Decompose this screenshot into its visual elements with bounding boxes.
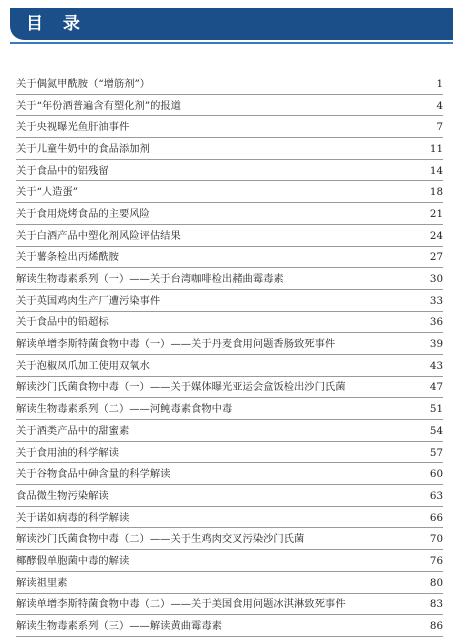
toc-entry[interactable] — [16, 463, 443, 485]
toc-leader — [164, 300, 413, 301]
toc-entry[interactable] — [16, 73, 443, 95]
toc-leader — [123, 452, 413, 453]
toc-entry-title[interactable]: 解读沙门氏菌食物中毒（二）——关于生鸡肉交叉污染沙门氏菌 — [16, 533, 305, 546]
toc-entry[interactable] — [16, 333, 443, 355]
toc-leader — [154, 213, 413, 214]
toc-entry-title[interactable]: 食品微生物污染解读 — [16, 489, 109, 502]
toc-entry-title[interactable]: 椰酵假单胞菌中毒的解读 — [16, 554, 130, 567]
toc-leader — [154, 148, 413, 149]
toc-entry-title[interactable]: 解读沙门氏菌食物中毒（一）——关于媒体曝光亚运会盒饭检出沙门氏菌 — [16, 381, 346, 394]
toc-entry-page: 83 — [429, 598, 443, 611]
toc-entry-title[interactable]: 关于泡椒凤爪加工使用双氧水 — [16, 359, 150, 372]
toc-leader — [185, 105, 413, 106]
header-divider — [10, 42, 453, 44]
toc-entry[interactable] — [16, 442, 443, 464]
toc-entry-page: 4 — [436, 99, 443, 112]
toc-entry-title[interactable]: 关于央视曝光鱼肝油事件 — [16, 121, 130, 134]
toc-leader — [308, 539, 413, 540]
toc-leader — [154, 365, 413, 366]
toc-entry-page: 76 — [429, 554, 443, 567]
page-title: 目 录 — [26, 14, 87, 34]
toc-entry-title[interactable]: 解读生物毒素系列（三）——解读黄曲霉毒素 — [16, 620, 222, 633]
toc-leader — [82, 192, 413, 193]
toc-entry-title[interactable]: 关于酒类产品中的甜蜜素 — [16, 424, 130, 437]
toc-entry-title[interactable]: 解读生物毒素系列（一）——关于台湾咖啡检出赭曲霉毒素 — [16, 273, 284, 286]
toc-leader — [185, 235, 413, 236]
toc-leader — [113, 170, 413, 171]
toc-entry[interactable] — [16, 95, 443, 117]
toc-entry[interactable] — [16, 398, 443, 420]
toc-leader — [113, 495, 413, 496]
toc-entry-page: 39 — [429, 338, 443, 351]
toc-entry[interactable] — [16, 290, 443, 312]
toc-entry-page: 66 — [429, 511, 443, 524]
toc-entry[interactable] — [16, 377, 443, 399]
toc-entry[interactable] — [16, 615, 443, 637]
toc-leader — [123, 257, 413, 258]
toc-entry-page: 47 — [429, 381, 443, 394]
toc-entry-title[interactable]: 关于薯条检出丙烯酰胺 — [16, 251, 119, 264]
toc-entry-title[interactable]: 解读祖里素 — [16, 576, 68, 589]
toc-entry-page: 80 — [429, 576, 443, 589]
toc-entry[interactable] — [16, 528, 443, 550]
toc-leader — [174, 474, 413, 475]
toc-entry-page: 21 — [429, 207, 443, 220]
toc-entry-title[interactable]: 解读生物毒素系列（二）——河鲀毒素食物中毒 — [16, 403, 233, 416]
toc-entry-page: 14 — [429, 164, 443, 177]
toc-leader — [133, 127, 413, 128]
toc-leader — [154, 83, 413, 84]
toc-entry-page: 24 — [429, 229, 443, 242]
toc-entry[interactable] — [16, 181, 443, 203]
toc-entry-title[interactable]: 关于食品中的铅超标 — [16, 316, 109, 329]
toc-entry-page: 60 — [429, 468, 443, 481]
toc-entry-page: 86 — [429, 620, 443, 633]
toc-entry-page: 27 — [429, 251, 443, 264]
toc-entry[interactable] — [16, 485, 443, 507]
toc-leader — [133, 430, 413, 431]
toc-leader — [350, 604, 414, 605]
toc-entry-title[interactable]: 关于食品中的铝残留 — [16, 164, 109, 177]
toc-entry[interactable] — [16, 247, 443, 269]
toc-entry[interactable] — [16, 138, 443, 160]
header — [0, 8, 453, 54]
toc-entry[interactable] — [16, 312, 443, 334]
toc-leader — [350, 387, 414, 388]
toc-leader — [71, 582, 413, 583]
toc-entry[interactable] — [16, 225, 443, 247]
toc-entry-page: 18 — [429, 186, 443, 199]
toc-entry-page: 63 — [429, 489, 443, 502]
toc-leader — [226, 626, 413, 627]
toc-entry-page: 33 — [429, 294, 443, 307]
header-bar — [10, 8, 453, 40]
toc-entry[interactable] — [16, 420, 443, 442]
toc-entry[interactable] — [16, 507, 443, 529]
toc-entry-page: 54 — [429, 424, 443, 437]
toc-entry-title[interactable]: 关于食用烧烤食品的主要风险 — [16, 207, 150, 220]
toc-entry-title[interactable]: 解读单增李斯特菌食物中毒（二）——关于美国食用问题冰淇淋致死事件 — [16, 598, 346, 611]
toc-entry-page: 11 — [429, 142, 443, 155]
table-of-contents — [16, 73, 443, 637]
toc-entry[interactable] — [16, 116, 443, 138]
toc-leader — [339, 344, 413, 345]
toc-entry-page: 36 — [429, 316, 443, 329]
toc-entry-title[interactable]: 关于白酒产品中塑化剂风险评估结果 — [16, 229, 181, 242]
toc-entry-page: 1 — [436, 77, 443, 90]
toc-entry-page: 57 — [429, 446, 443, 459]
toc-entry-title[interactable]: 解读单增李斯特菌食物中毒（一）——关于丹麦食用问题香肠致死事件 — [16, 338, 336, 351]
toc-entry-title[interactable]: 关于食用油的科学解读 — [16, 446, 119, 459]
toc-entry[interactable] — [16, 550, 443, 572]
toc-entry-title[interactable]: 关于儿童牛奶中的食品添加剂 — [16, 142, 150, 155]
toc-entry-page: 30 — [429, 273, 443, 286]
toc-entry[interactable] — [16, 268, 443, 290]
toc-entry-title[interactable]: 关于诺如病毒的科学解读 — [16, 511, 130, 524]
toc-entry-title[interactable]: 关于“年份酒普遍含有塑化剂”的报道 — [16, 99, 181, 112]
toc-entry-title[interactable]: 关于英国鸡肉生产厂遭污染事件 — [16, 294, 161, 307]
toc-entry-page: 7 — [436, 121, 443, 134]
toc-leader — [133, 517, 413, 518]
toc-leader — [113, 322, 413, 323]
toc-entry-title[interactable]: 关于谷物食品中砷含量的科学解读 — [16, 468, 171, 481]
toc-entry-page: 51 — [429, 403, 443, 416]
toc-leader — [133, 560, 413, 561]
toc-entry[interactable] — [16, 355, 443, 377]
toc-entry[interactable] — [16, 160, 443, 182]
toc-entry[interactable] — [16, 594, 443, 616]
toc-entry-page: 43 — [429, 359, 443, 372]
toc-entry[interactable] — [16, 203, 443, 225]
toc-entry-title[interactable]: 关于偶氮甲酰胺（“增筋剂”） — [16, 77, 151, 90]
toc-entry-page: 70 — [429, 533, 443, 546]
toc-entry[interactable] — [16, 572, 443, 594]
toc-entry-title[interactable]: 关于“人造蛋” — [16, 186, 79, 199]
toc-leader — [236, 409, 413, 410]
toc-leader — [288, 279, 413, 280]
